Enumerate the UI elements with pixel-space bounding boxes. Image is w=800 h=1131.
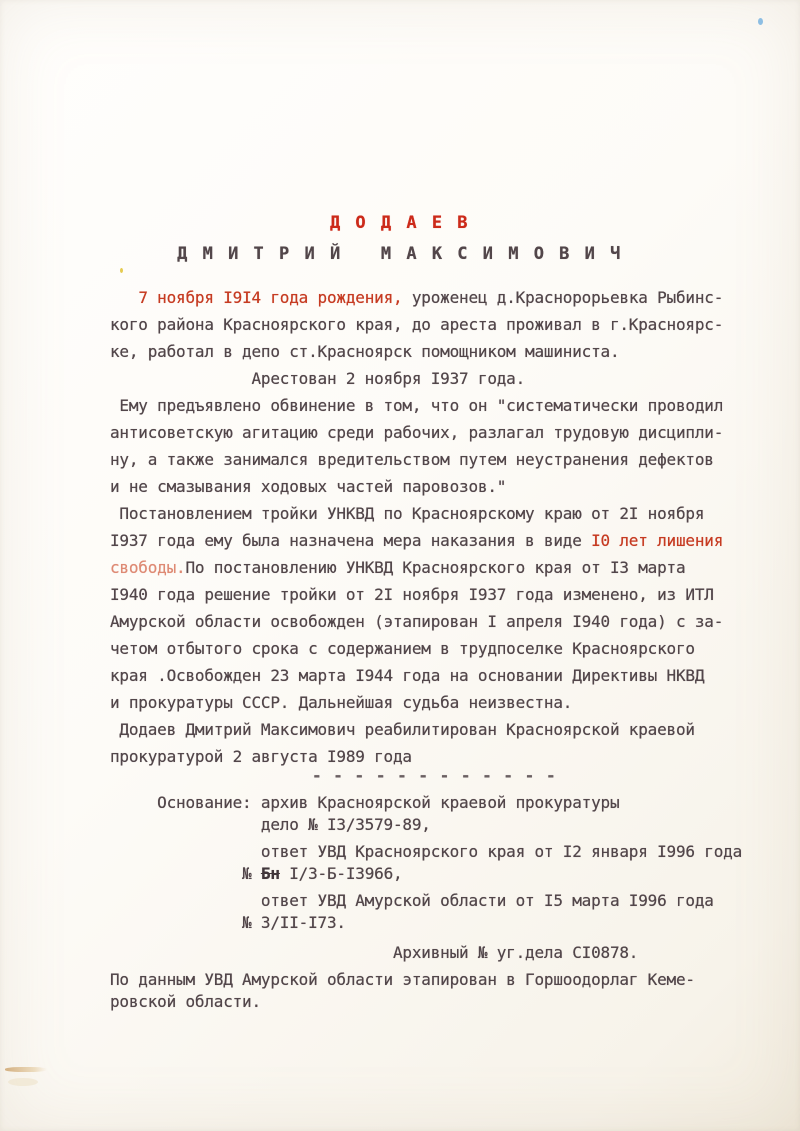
text-segment: кого района Красноярского края, до ареста проживал в г.Красноярс- bbox=[110, 315, 724, 334]
text-segment: № 3/II-I73. bbox=[110, 913, 346, 932]
text-segment: Арестован 2 ноября I937 года. bbox=[110, 369, 526, 388]
text-segment: Д М И Т Р И Й М А К С И М О В И Ч bbox=[177, 244, 623, 264]
text-line bbox=[0, 239, 800, 270]
text-segment: уроженец д.Краснорорьевка Рыбинс- bbox=[402, 288, 724, 307]
text-segment: № bbox=[110, 864, 261, 883]
text-line bbox=[0, 446, 800, 473]
text-segment: Архивный № уг.дела СI0878. bbox=[110, 943, 639, 962]
text-segment: ответ УВД Красноярского края от I2 января I996 года bbox=[110, 842, 742, 861]
text-line bbox=[0, 208, 800, 239]
text-line bbox=[0, 284, 800, 311]
text-segment: ну, а также занимался вредительством путем неустранения дефектов bbox=[110, 450, 714, 469]
text-segment: дело № I3/3579-89, bbox=[110, 815, 431, 834]
text-segment: I/3-Б-I3966, bbox=[279, 864, 403, 883]
scan-artifact-tan-smudge bbox=[5, 1067, 47, 1072]
text-line bbox=[0, 419, 800, 446]
text-line bbox=[0, 500, 800, 527]
text-segment: антисоветскую агитацию среди рабочих, разлагал трудовую дисципли- bbox=[110, 423, 724, 442]
text-line bbox=[0, 689, 800, 716]
text-segment: Постановлением тройки УНКВД по Красноярскому краю от 2I ноября bbox=[110, 504, 705, 523]
text-segment: Бн bbox=[260, 864, 280, 883]
scan-artifact-blue-speck bbox=[758, 18, 763, 25]
text-line bbox=[0, 608, 800, 635]
text-line bbox=[0, 811, 800, 838]
typewritten-text bbox=[0, 208, 800, 1015]
text-segment: края .Освобожден 23 марта I944 года на основании Директивы НКВД bbox=[110, 666, 705, 685]
text-segment: Амурской области освобожден (этапирован I апреля I940 года) с за- bbox=[110, 612, 724, 631]
text-segment: ке, работал в депо ст.Красноярск помощником машиниста. bbox=[110, 342, 620, 361]
text-segment: и не смазывания ходовых частей паровозов." bbox=[110, 477, 507, 496]
text-segment: ответ УВД Амурской области от I5 марта I996 года bbox=[110, 891, 714, 910]
text-segment: I940 года решение тройки от 2I ноября I937 года изменено, из ИТЛ bbox=[110, 585, 714, 604]
text-line bbox=[0, 554, 800, 581]
text-segment bbox=[110, 288, 138, 307]
text-line bbox=[0, 392, 800, 419]
text-segment: Д О Д А Е В bbox=[329, 213, 471, 233]
text-segment: Додаев Дмитрий Максимович реабилитирован Красноярской краевой bbox=[110, 720, 695, 739]
text-segment: и прокуратуры СССР. Дальнейшая судьба неизвестна. bbox=[110, 693, 573, 712]
scan-artifact-tan-smudge bbox=[8, 1078, 38, 1086]
text-line bbox=[0, 635, 800, 662]
text-line bbox=[0, 716, 800, 743]
text-segment: 7 ноября I9I4 года рождения, bbox=[138, 288, 403, 307]
text-line bbox=[0, 311, 800, 338]
text-segment: По постановлению УНКВД Красноярского края от I3 марта bbox=[185, 558, 686, 577]
text-line bbox=[0, 473, 800, 500]
text-line bbox=[0, 581, 800, 608]
text-line bbox=[0, 338, 800, 365]
text-line bbox=[0, 767, 800, 785]
text-segment: прокуратурой 2 августа I989 года bbox=[110, 747, 412, 766]
text-line bbox=[0, 939, 800, 966]
text-segment: ровской области. bbox=[110, 992, 261, 1011]
text-segment: I0 лет лишения bbox=[591, 531, 724, 550]
text-segment: Ему предъявлено обвинение в том, что он "систематически проводил bbox=[110, 396, 724, 415]
text-segment: - - - - - - - - - - - - bbox=[110, 766, 557, 785]
text-line bbox=[0, 365, 800, 392]
text-line bbox=[0, 662, 800, 689]
text-segment: четом отбытого срока с содержанием в трудпоселке Красноярского bbox=[110, 639, 695, 658]
text-segment: Основание: архив Красноярской краевой прокуратуры bbox=[110, 793, 620, 812]
text-line bbox=[0, 527, 800, 554]
text-segment: I937 года ему была назначена мера наказания в виде bbox=[110, 531, 592, 550]
text-segment: По данным УВД Амурской области этапирован в Горшоодорлаг Кеме- bbox=[110, 970, 695, 989]
text-segment: свободы. bbox=[110, 558, 186, 577]
